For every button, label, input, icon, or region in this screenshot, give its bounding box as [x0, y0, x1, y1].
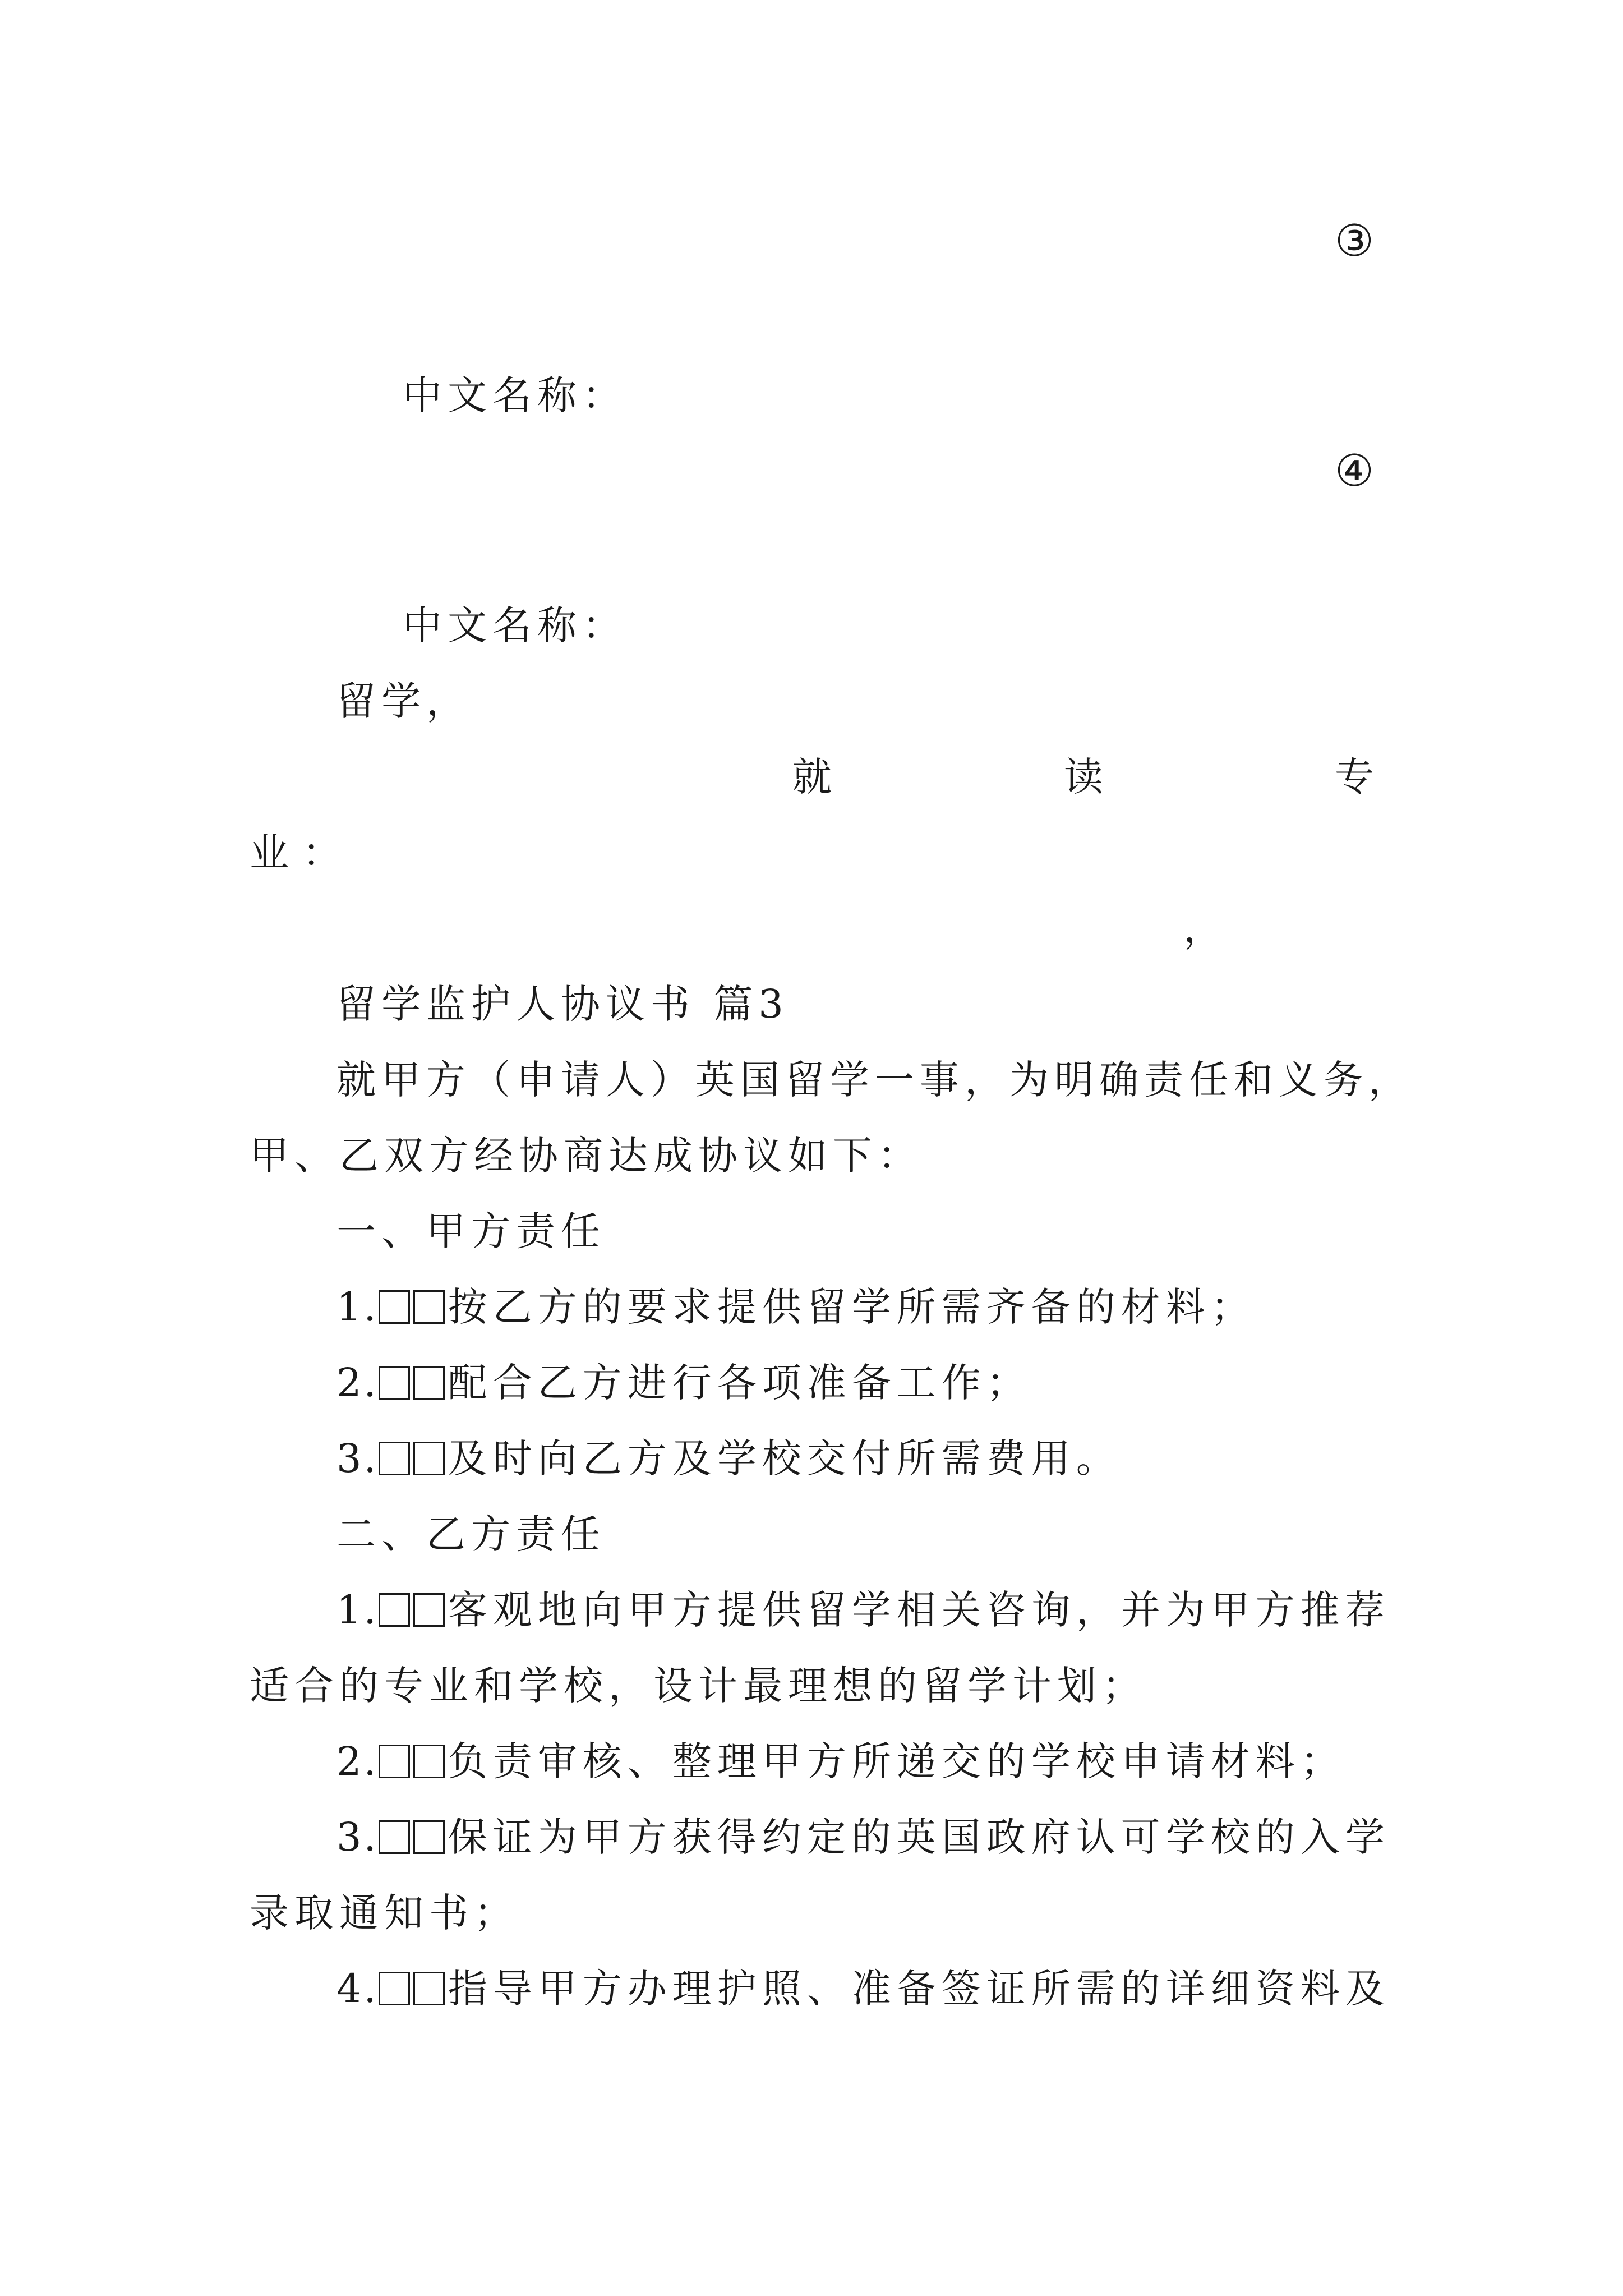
comma-mark: ， — [1183, 905, 1228, 951]
major-tail-text: 业： — [250, 830, 355, 876]
item-number: 2. — [336, 1360, 379, 1406]
item-number: 4. — [336, 1966, 379, 2012]
party-a-item-1 — [336, 1279, 1256, 1335]
item-number: 1. — [336, 1587, 379, 1633]
party-a-item-3 — [336, 1430, 1121, 1487]
party-a-heading: 一、甲方责任 — [336, 1208, 606, 1254]
party-b-item-2 — [336, 1733, 1345, 1789]
circled-number-4: ④ — [1335, 446, 1374, 496]
party-b-item-3-continued: 录取通知书； — [250, 1890, 519, 1936]
major-char-2: 读 — [1064, 754, 1103, 800]
item-number: 3. — [336, 1814, 379, 1860]
study-abroad-text: 留学， — [336, 678, 471, 724]
item-text: 及时向乙方及学校交付所需费用。 — [448, 1435, 1121, 1481]
party-a-item-2 — [336, 1355, 1031, 1411]
item-text: 保证为甲方获得约定的英国政府认可学校的入学 — [448, 1814, 1390, 1860]
checkbox-icon — [413, 1745, 445, 1778]
party-b-item-4 — [336, 1961, 1390, 2017]
section-title: 留学监护人协议书 篇3 — [336, 981, 789, 1027]
checkbox-icon — [413, 1972, 445, 2005]
item-text: 指导甲方办理护照、准备签证所需的详细资料及 — [448, 1966, 1390, 2012]
major-char-1: 就 — [792, 754, 832, 800]
chinese-name-label-1: 中文名称： — [403, 372, 627, 418]
checkbox-icon — [379, 1290, 410, 1324]
checkbox-icon — [379, 1745, 410, 1778]
party-b-item-1 — [336, 1582, 1390, 1638]
item-text: 负责审核、整理甲方所递交的学校申请材料； — [448, 1738, 1345, 1784]
checkbox-icon — [413, 1366, 445, 1400]
item-number: 2. — [336, 1738, 379, 1784]
party-b-item-3 — [336, 1809, 1390, 1865]
circled-number-3: ③ — [1335, 216, 1374, 266]
checkbox-icon — [413, 1290, 445, 1324]
checkbox-icon — [413, 1593, 445, 1627]
checkbox-icon — [379, 1442, 410, 1475]
intro-line-2: 甲、乙双方经协商达成协议如下： — [250, 1133, 923, 1179]
checkbox-icon — [379, 1366, 410, 1400]
item-number: 1. — [336, 1284, 379, 1330]
checkbox-icon — [413, 1820, 445, 1854]
item-text: 按乙方的要求提供留学所需齐备的材料； — [448, 1284, 1256, 1330]
chinese-name-label-2: 中文名称： — [403, 602, 627, 648]
checkbox-icon — [379, 1593, 410, 1627]
checkbox-icon — [379, 1972, 410, 2005]
item-number: 3. — [336, 1435, 379, 1481]
checkbox-icon — [413, 1442, 445, 1475]
intro-line-1: 就甲方（申请人）英国留学一事，为明确责任和义务， — [336, 1057, 1413, 1103]
party-b-item-1-continued: 适合的专业和学校，设计最理想的留学计划； — [250, 1663, 1147, 1709]
party-b-heading: 二、乙方责任 — [336, 1511, 606, 1557]
checkbox-icon — [379, 1820, 410, 1854]
major-char-3: 专 — [1335, 754, 1374, 800]
item-text: 客观地向甲方提供留学相关咨询，并为甲方推荐 — [448, 1587, 1390, 1633]
item-text: 配合乙方进行各项准备工作； — [448, 1360, 1031, 1406]
